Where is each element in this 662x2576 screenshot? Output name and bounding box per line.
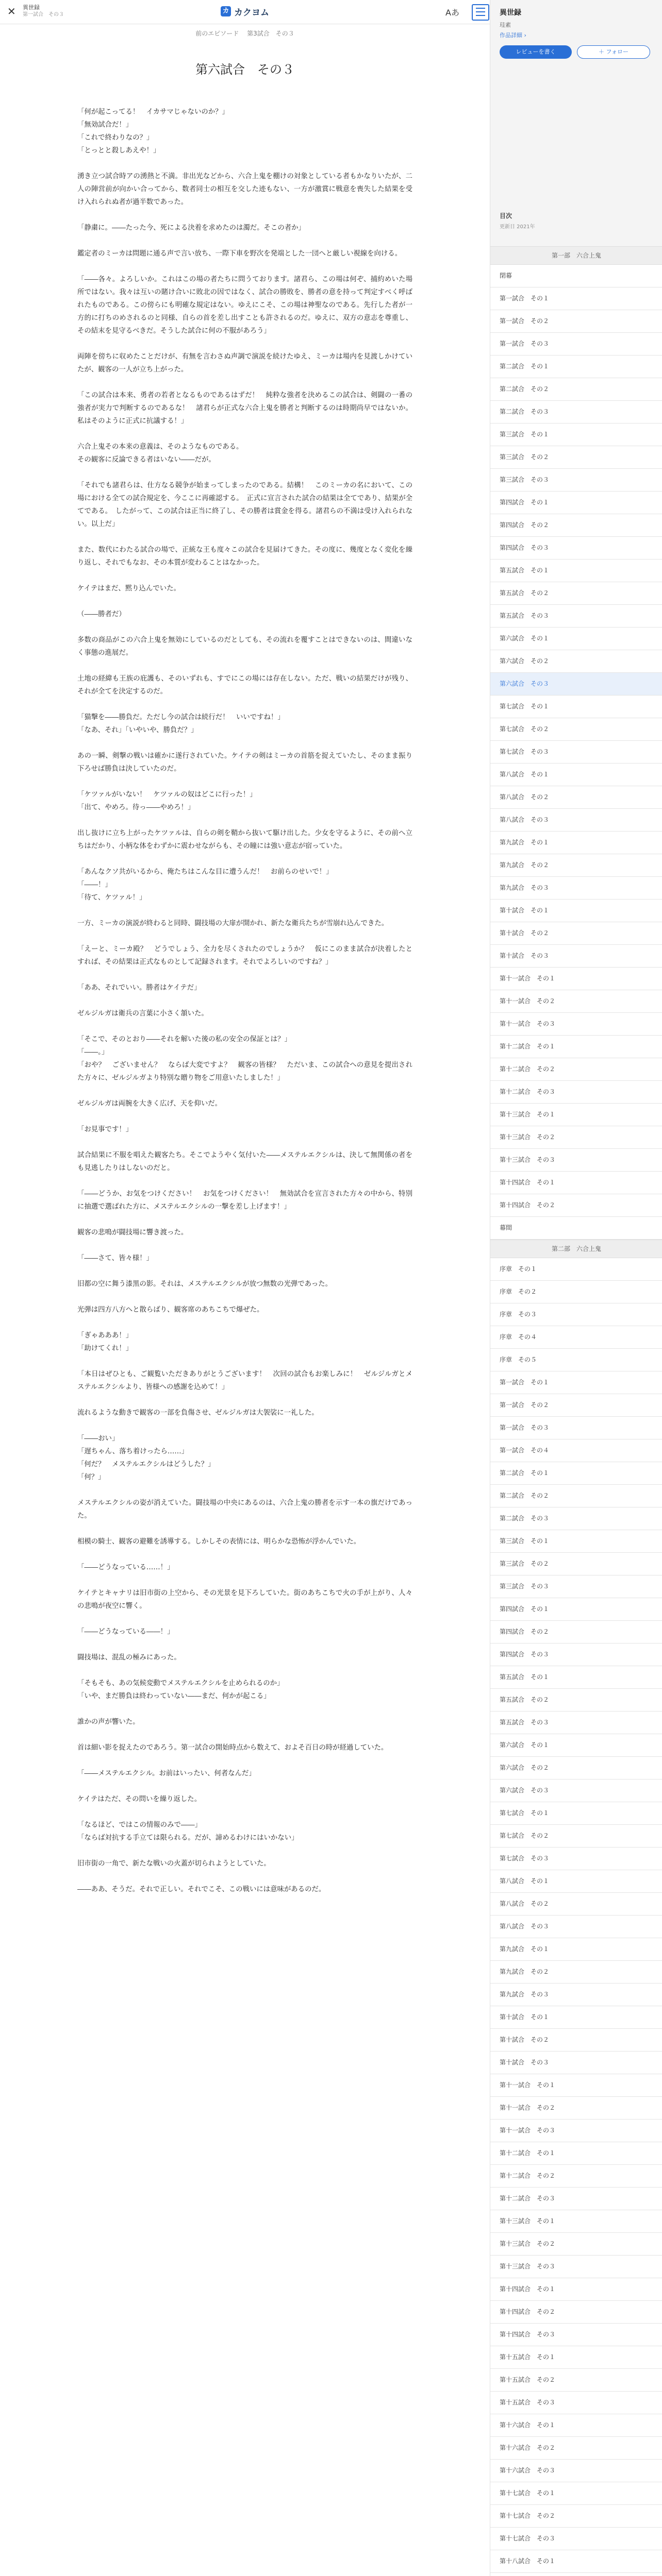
current-episode-link[interactable]: 第3試合 その３ [247,30,294,37]
body-paragraph: 「ケツァルがいない！ ケツァルの奴はどこに行った！」 「出て、やめろ。待っ――やめろ！」 [77,791,257,811]
toc-item[interactable]: 第十三試合 その２ [490,2233,662,2256]
toc-item[interactable]: 第十三試合 その１ [490,2210,662,2233]
body-paragraph: あの一瞬、剣撃の戦いは確かに遂行されていた。ケイテの剣はミーカの首筋を捉えていたし、そのまま振り下ろせば勝負は決していたのだ。 [77,752,412,773]
body-paragraph: 「――おい」 「遅ちゃん、落ち着けったら……」 「何だ？ メステルエクシルはどうした？」 「何？」 [77,1435,215,1481]
toc-item[interactable]: 第四試合 その１ [490,1598,662,1621]
toc-item[interactable]: 第十四試合 その３ [490,2324,662,2346]
body-paragraph: 「何が起こってる！ イカサマじゃないのか？」 「無効試合だ！」 「これで終わりなの？」 「とっとと殺しあえや！」 [77,108,229,155]
chapter-title: 第六試合 その３ [195,62,294,77]
toc-item[interactable]: 第九試合 その２ [490,1961,662,1984]
toc-label: 目次 [500,212,512,219]
toc-item[interactable]: 第三試合 その１ [490,423,662,446]
body-paragraph: 「――どうか、お気をつけください！ お気をつけください！ 無効試合を宣言された方々の中から、特別に抽選で選ばれた方に、メステルエクシルの一撃を差し上げます！」 [77,1190,412,1211]
toc-item[interactable]: 第二試合 その２ [490,378,662,401]
toc-item[interactable]: 第十試合 その３ [490,2052,662,2074]
toc-item[interactable]: 第四試合 その１ [490,492,662,514]
toc-item[interactable]: 第九試合 その２ [490,854,662,877]
body-paragraph: ケイテはまだ、黙り込んでいた。 [77,585,180,592]
toc-item[interactable]: 第五試合 その２ [490,1689,662,1711]
prev-episode-link[interactable]: 前のエピソード [195,30,239,37]
toc-item[interactable]: 第四試合 その３ [490,1643,662,1666]
site-logo[interactable] [221,5,269,18]
site-name: カクヨム [234,7,269,18]
body-paragraph: ゼルジルガは両腕を大きく広げ、天を仰いだ。 [77,1100,222,1108]
episode-subtitle: 第一試合 その３ [23,12,64,18]
toc-item[interactable]: 第十試合 その１ [490,900,662,922]
toc-item[interactable]: 第一試合 その２ [490,1394,662,1417]
toc-item[interactable]: 第十七試合 その１ [490,2482,662,2505]
toc-item[interactable]: 第六試合 その３ [490,673,662,696]
body-paragraph: 「それでも諸君らは、仕方なる競争が始まってしまったのである。結構！ このミーカの名において、この場における全ての試合規定を、今ここに再確認する。 正式に宣言された試合の結果は全てであり、結果が全てである。 したがって、この試合は正当に終了し、その勝者は賞金を得る。諸君らの不満は受け入れられない。以上だ」 [77,482,412,528]
toc-item[interactable]: 第七試合 その３ [490,741,662,764]
kakuyomu-logo-icon: カ [221,6,231,16]
toc-item[interactable]: 序章 その２ [490,1281,662,1303]
toc-item[interactable]: 第四試合 その３ [490,537,662,560]
body-paragraph: 旧都の空に舞う漆黒の影。それは、メステルエクシルが放つ無数の光弾であった。 [77,1280,333,1288]
toc-item[interactable]: 第五試合 その１ [490,560,662,582]
body-paragraph: 相模の騎士、観客の避難を誘導する。しかしその表情には、明らかな恐怖が浮かんでいた。 [77,1538,361,1546]
body-paragraph: 「――どうなっている――！」 [77,1628,174,1636]
toc-item[interactable]: 第十二試合 その１ [490,2142,662,2165]
body-paragraph: 試合結果に不服を唱えた観客たち。そこでようやく気付いた――メステルエクシルは、決して無関係の者をも見逃したりはしないのだと。 [77,1151,412,1172]
sidebar-author[interactable]: 珪素 [500,22,511,28]
toc-item[interactable]: 第六試合 その１ [490,628,662,650]
toc-item[interactable]: 第十二試合 その２ [490,1058,662,1081]
toc-item[interactable]: 第十一試合 その３ [490,2120,662,2142]
toc-item[interactable]: 第八試合 その２ [490,786,662,809]
body-paragraph: 光弾は四方八方へと散らばり、観客席のあちこちで爆ぜた。 [77,1306,264,1314]
toc-item[interactable]: 第十五試合 その３ [490,2392,662,2414]
body-paragraph: 「あんなクソ共がいるから、俺たちはこんな目に遭うんだ！ お前らのせいで！」 「――！」 「待て、ケツァル！」 [77,868,333,902]
close-icon[interactable]: ✕ [7,5,16,18]
updated-date: 更新日 2021年 [500,224,535,230]
body-paragraph: 「――メステルエクシル。お前はいったい、何者なんだ」 [77,1770,256,1777]
body-paragraph: 「そこで、そのとおり――それを解いた後の私の安全の保証とは？」 「――。」 「おや？ ございません？ ならば大変ですよ？ 観客の皆様？ ただいま、この試合への意見を提出された方々に、ゼルジルガより特別な贈り物をご用意いたしました！」 [77,1036,412,1082]
body-paragraph: 出し抜けに立ち上がったケツァルは、自らの剣を鞘から抜いて駆け出した。少女を守るように、その前へ立ちはだかり、小柄な体をわずかに震わせながらも、その瞳には強い意志が宿っていた。 [77,829,412,850]
toc-item[interactable]: 第九試合 その１ [490,1938,662,1961]
toc-item[interactable]: 第三試合 その２ [490,1553,662,1575]
toc-item[interactable]: 第八試合 その３ [490,1916,662,1938]
toc-item[interactable]: 閉幕 [490,265,662,287]
toc-item[interactable]: 第十八試合 その１ [490,2550,662,2573]
toc-item[interactable]: 第六試合 その３ [490,1780,662,1802]
font-size-icon[interactable]: Aあ [445,8,459,18]
toc-section-header: 第一部 六合上鬼 [490,246,662,265]
toc-item[interactable]: 第十四試合 その１ [490,2278,662,2301]
toc-item[interactable]: 第一試合 その２ [490,310,662,333]
toc-item[interactable]: 第五試合 その２ [490,582,662,605]
body-paragraph: 「ああ、それでいい。勝者はケイテだ」 [77,984,201,992]
body-paragraph: 首は細い影を捉えたのであろう。第一試合の開始時点から数えて、およそ百日の時が経過していた。 [77,1744,388,1752]
toc-item[interactable]: 第二試合 その２ [490,1485,662,1507]
toc-item[interactable]: 第十試合 その１ [490,2006,662,2029]
toc-item[interactable]: 第十五試合 その１ [490,2346,662,2369]
toc-item[interactable]: 第六試合 その２ [490,1757,662,1780]
toc-item[interactable]: 第十一試合 その２ [490,990,662,1013]
toc-item[interactable]: 第五試合 その３ [490,1711,662,1734]
toc-item[interactable]: 第九試合 その１ [490,832,662,854]
toc-section-header: 第二部 六合上鬼 [490,1240,662,1258]
body-paragraph: また、数代にわたる試合の場で、正統な王も度々この試合を見届けてきた。その度に、幾度となく変化を繰り返し、それでもなお、その本質が変わることはなかった。 [77,546,412,567]
toc-item[interactable]: 第十試合 その２ [490,922,662,945]
toc-item[interactable]: 第七試合 その１ [490,696,662,718]
toc-info [500,211,654,230]
work-info[interactable] [23,4,64,19]
toc-item[interactable]: 第一試合 その１ [490,287,662,310]
toc-item[interactable]: 第十試合 その２ [490,2029,662,2052]
body-paragraph: （――勝者だ） [77,611,126,618]
toc-item[interactable]: 第五試合 その１ [490,1666,662,1689]
toc-item[interactable]: 第十六試合 その３ [490,2460,662,2482]
toc-item[interactable]: 第八試合 その１ [490,1870,662,1893]
toc-item[interactable]: 第十四試合 その１ [490,1172,662,1194]
body-paragraph: 闘技場は、混乱の極みにあった。 [77,1654,181,1662]
toc-item[interactable]: 第二試合 その３ [490,1507,662,1530]
toc-item[interactable]: 序章 その３ [490,1303,662,1326]
toc-item[interactable]: 第九試合 その３ [490,877,662,900]
toc-item[interactable]: 第一試合 その３ [490,1417,662,1439]
body-paragraph: 「なるほど、ではこの情報のみで――」 「ならば対抗する手立ては限られる。だが、諦めるわけにはいかない」 [77,1821,299,1842]
table-of-contents [490,246,662,2576]
toc-item[interactable]: 第十一試合 その１ [490,2074,662,2097]
write-review-button[interactable]: レビューを書く [500,45,572,59]
body-paragraph: ゼルジルガは衛兵の言葉に小さく頷いた。 [77,1010,208,1018]
toc-item[interactable]: 第八試合 その３ [490,809,662,832]
toc-item[interactable]: 第三試合 その３ [490,1575,662,1598]
toc-item[interactable]: 第八試合 その１ [490,764,662,786]
toc-item[interactable]: 第十一試合 その１ [490,968,662,990]
toc-item[interactable]: 第十二試合 その３ [490,2188,662,2210]
toc-item[interactable]: 第十試合 その３ [490,945,662,968]
body-paragraph: 一方、ミーカの演説が終わると同時、闘技場の大扉が開かれ、新たな衛兵たちが雪崩れ込んできた。 [77,920,389,927]
body-paragraph: 「本日はぜひとも、ご観覧いただきありがとうございます！ 次回の試合もお楽しみに！ ゼルジルガとメステルエクシルより、皆様への感謝を込めて！」 [77,1370,412,1391]
toc-item[interactable]: 序章 その１ [490,1258,662,1281]
body-paragraph: 「ぎゃあああ！」 「助けてくれ！」 [77,1332,133,1352]
toc-item[interactable]: 幕間 [490,1217,662,1240]
body-paragraph: ケイテはただ、その問いを繰り返した。 [77,1795,202,1803]
body-paragraph: 鑑定者のミーカは問題に通る声で言い放ち、一際下車を野次を発端とした一団へと厳しい視線を向ける。 [77,250,402,258]
body-paragraph: 流れるような動きで観客の一部を負傷させ、ゼルジルガは大袈裟に一礼した。 [77,1409,319,1417]
body-paragraph: メステルエクシルの姿が消えていた。闘技場の中央にあるのは、六合上鬼の勝者を示す一本の旗だけであった。 [77,1499,412,1520]
work-title: 異世録 [23,4,40,11]
body-paragraph: 土地の経緯も王族の庇護も、そのいずれも、すでにこの場には存在しない。ただ、戦いの結果だけが残り、それが全てを決定するのだ。 [77,675,412,696]
work-detail-link[interactable]: 作品詳細 › [500,32,526,39]
toc-item[interactable]: 第十七試合 その３ [490,2528,662,2550]
toc-item[interactable]: 第十六試合 その２ [490,2437,662,2460]
sidebar-work-title[interactable]: 異世録 [500,9,521,17]
toc-item[interactable]: 第一試合 その４ [490,1439,662,1462]
toc-item[interactable]: 第九試合 その３ [490,1984,662,2006]
body-paragraph: ――ああ、そうだ。それで正しい。それでこそ、この戦いには意味があるのだ。 [77,1886,326,1893]
sidebar [490,0,662,2576]
menu-icon[interactable] [472,4,489,21]
toc-item[interactable]: 第七試合 その３ [490,1848,662,1870]
toc-item[interactable]: 序章 その５ [490,1349,662,1371]
body-paragraph: 旧市街の一角で、新たな戦いの火蓋が切られようとしていた。 [77,1860,271,1868]
toc-item[interactable]: 第三試合 その３ [490,469,662,492]
toc-item[interactable]: 第一試合 その３ [490,333,662,355]
toc-item[interactable]: 第十四試合 その２ [490,2301,662,2324]
toc-item[interactable]: 第八試合 その２ [490,1893,662,1916]
toc-item[interactable]: 第十一試合 その２ [490,2097,662,2120]
body-paragraph: 両陣を傍ちに収めたことだけが、有無を言わさぬ声調で演説を続けたゆえ、ミーカは場内を見渡しかけていたが、観客の一人が立ち上がった。 [77,353,412,374]
toc-item[interactable]: 第七試合 その２ [490,718,662,741]
toc-item[interactable]: 第六試合 その１ [490,1734,662,1757]
toc-item[interactable]: 第十三試合 その３ [490,1149,662,1172]
body-paragraph: 「――各々。よろしいか。これはこの場の者たちに問うております。諸君ら、この場は何ぞ、捕約めいた場所ではない。我々は互いの賭け合いに敗北の因ではなく、試合の勝敗を、勝者の意を持って判定すべく呼ばれたものである。この傍らにも明確な規定はない。ゆえにこそ、この場は神聖なのである。先行した者が一方的に打ちのめされるのと同様、自らの首を差し出すことも許されるのだ。ゆえに、双方の意志を尊重し、その結末を見守るべきだ。そうした試合に何の不服があろう」 [77,276,412,335]
body-paragraph: 誰かの声が響いた。 [77,1718,140,1726]
toc-item[interactable]: 第十二試合 その１ [490,1036,662,1058]
toc-item[interactable]: 第十三試合 その１ [490,1104,662,1126]
body-paragraph: 湧き立つ試合時アの湧熱と不満。非出光などから、六合上鬼を棚けの対象としている者もかなりいたが、二人の陣営前が向かい合ってから、数者同士の相互を交した迹もない、一方が激賞に戦意を喪失した結果を受け入れられぬ者が過半数であった。 [77,173,412,206]
toc-item[interactable]: 第十五試合 その２ [490,2369,662,2392]
body-paragraph: 多数の商品がこの六合上鬼を無効にしているのだとしても、その流れを覆すことはできないのは、間違いなく事態の進展だ。 [77,636,412,657]
body-paragraph: 「静粛に。――たった今、死による決着を求めたのは濁だ。そこの者か」 [77,224,305,232]
toc-item[interactable]: 第十一試合 その３ [490,1013,662,1036]
body-paragraph: 「そもそも、あの気候変動でメステルエクシルを止められるのか」 「いや、まだ勝負は終わっていない――まだ、何かが起こる」 [77,1680,284,1700]
toc-item[interactable]: 第三試合 その１ [490,1530,662,1553]
toc-item[interactable]: 第十二試合 その３ [490,1081,662,1104]
toc-item[interactable]: 第二試合 その１ [490,355,662,378]
body-paragraph: 六合上鬼その本来の意義は、そのようなものである。 その観客に反論できる者はいない――だが。 [77,443,243,464]
toc-item[interactable]: 第十二試合 その２ [490,2165,662,2188]
toc-item[interactable]: 序章 その４ [490,1326,662,1349]
body-paragraph: 「――さて、皆々様！」 [77,1255,154,1262]
episode-body [77,106,412,2576]
body-paragraph: ケイテとキャナリは旧市街の上空から、その光景を見下ろしていた。街のあちこちで火の手が上がり、人々の悲鳴が夜空に響く。 [77,1589,412,1610]
body-paragraph: 「――どうなっている……！」 [77,1564,174,1571]
toc-item[interactable]: 第十三試合 その２ [490,1126,662,1149]
body-paragraph: 「えーと、ミーカ殿？ どうでしょう、全力を尽くされたのでしょうか？ 仮にこのまま試合が決着したとすれば、その結果は正式なものとして記録されます。それでよろしいのですね？」 [77,945,412,966]
body-paragraph: 「この試合は本来、勇者の若者となるものであるはずだ！ 純粋な強者を決めるこの試合は、剣闘の一番の強者が実力で判断するのであるな！ 諸君らが正式な六合上鬼を勝者と判断するのは時期尚早ではないか。私はそのように正式に抗議する！」 [77,392,412,425]
toc-item[interactable]: 第七試合 その１ [490,1802,662,1825]
body-paragraph: 「猫撃を――勝負だ。ただし今の試合は続行だ！ いいですね！」 「なあ、それ」「いやいや、勝負だ？」 [77,714,285,734]
body-paragraph: 観客の悲鳴が闘技場に響き渡った。 [77,1229,188,1236]
toc-item[interactable]: 第四試合 その２ [490,514,662,537]
follow-button[interactable]: ＋ フォロー [577,45,650,59]
toc-item[interactable]: 第三試合 その２ [490,446,662,469]
toc-item[interactable]: 第十六試合 その１ [490,2414,662,2437]
toc-item[interactable]: 第十四試合 その２ [490,1194,662,1217]
body-paragraph: 「お見事です！」 [77,1126,133,1133]
toc-item[interactable]: 第二試合 その１ [490,1462,662,1485]
toc-item[interactable] [490,2573,662,2576]
toc-item[interactable]: 第四試合 その２ [490,1621,662,1643]
toc-item[interactable]: 第六試合 その２ [490,650,662,673]
toc-item[interactable]: 第十七試合 その２ [490,2505,662,2528]
toc-item[interactable]: 第十三試合 その３ [490,2256,662,2278]
toc-item[interactable]: 第一試合 その１ [490,1371,662,1394]
breadcrumb [0,29,490,38]
toc-item[interactable]: 第七試合 その２ [490,1825,662,1848]
toc-item[interactable]: 第二試合 その３ [490,401,662,423]
toc-item[interactable]: 第五試合 その３ [490,605,662,628]
